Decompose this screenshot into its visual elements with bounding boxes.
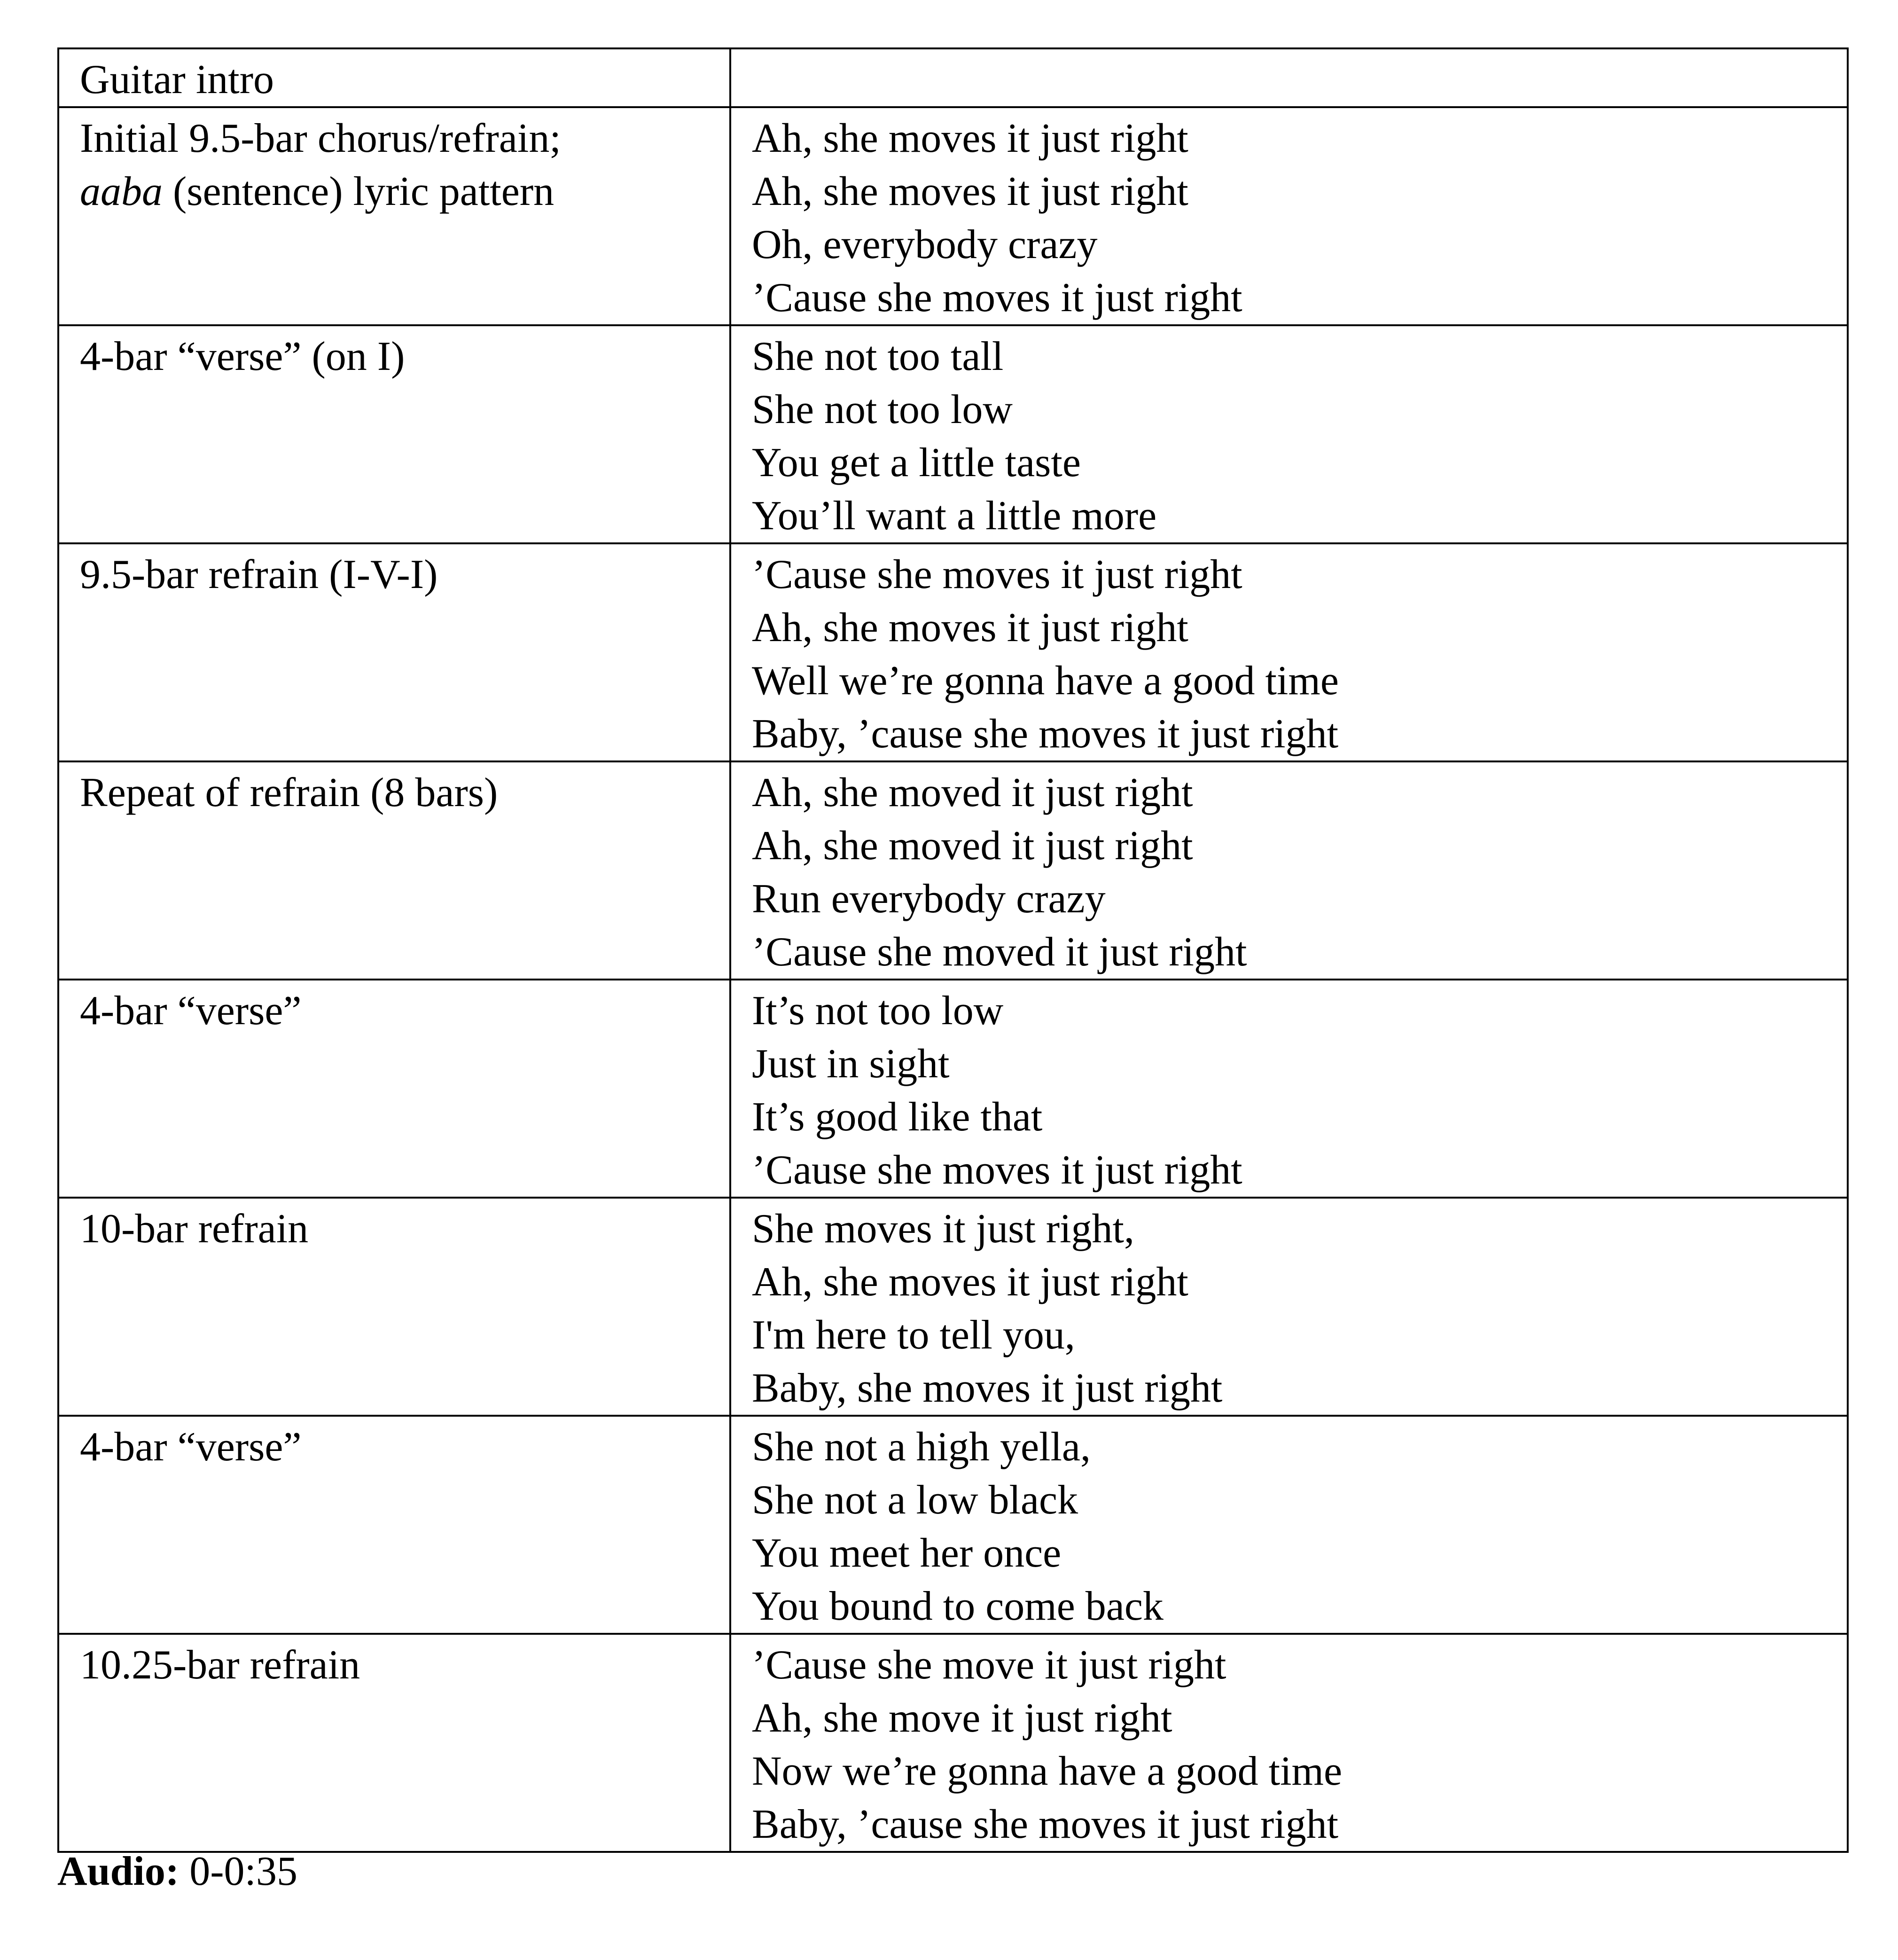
- lyrics-cell: [730, 761, 1848, 980]
- section-cell: [58, 107, 730, 325]
- lyric-line: She not a low black: [752, 1477, 1078, 1523]
- section-description-text: Initial 9.5-bar chorus/refrain;: [80, 116, 561, 161]
- lyrics-cell: [730, 48, 1848, 107]
- lyric-line: She moves it just right,: [752, 1206, 1134, 1252]
- lyrics-cell: [730, 1634, 1848, 1852]
- section-description-text: (sentence) lyric pattern: [163, 169, 555, 214]
- table-row: [58, 107, 1848, 325]
- table-row: [58, 1416, 1848, 1634]
- lyric-line: Ah, she moved it just right: [752, 823, 1193, 869]
- section-cell: [58, 1634, 730, 1852]
- lyric-line: Ah, she moves it just right: [752, 169, 1188, 214]
- section-description-line: 4-bar “verse”: [80, 1424, 302, 1470]
- lyric-line: You get a little taste: [752, 440, 1081, 486]
- lyric-line: Baby, ’cause she moves it just right: [752, 1802, 1339, 1847]
- lyric-line: She not a high yella,: [752, 1424, 1091, 1470]
- section-description-line: [80, 112, 709, 165]
- lyric-line: Oh, everybody crazy: [752, 222, 1098, 267]
- section-description-line: Guitar intro: [80, 57, 274, 102]
- section-description-line: 9.5-bar refrain (I-V-I): [80, 552, 438, 597]
- section-cell: [58, 325, 730, 543]
- song-form-table: [57, 47, 1849, 1853]
- lyric-line: You’ll want a little more: [752, 493, 1157, 539]
- table-row: [58, 48, 1848, 107]
- table-row: [58, 980, 1848, 1198]
- lyric-line: Now we’re gonna have a good time: [752, 1748, 1343, 1794]
- lyric-line: Ah, she moves it just right: [752, 1259, 1188, 1305]
- table-row: [58, 761, 1848, 980]
- lyric-line: ’Cause she moves it just right: [752, 552, 1242, 597]
- lyric-line: You meet her once: [752, 1530, 1062, 1576]
- section-cell: [58, 48, 730, 107]
- lyric-line: ’Cause she move it just right: [752, 1642, 1226, 1688]
- section-cell: [58, 980, 730, 1198]
- section-cell: [58, 1198, 730, 1416]
- lyric-line: Just in sight: [752, 1041, 950, 1087]
- lyric-line: Baby, ’cause she moves it just right: [752, 711, 1339, 757]
- section-description-line: 10-bar refrain: [80, 1206, 309, 1252]
- song-form-table-body: [58, 48, 1848, 1852]
- lyrics-cell: [730, 1198, 1848, 1416]
- audio-value: 0-0:35: [179, 1849, 297, 1894]
- lyric-line: ’Cause she moved it just right: [752, 929, 1247, 975]
- lyrics-cell: [730, 1416, 1848, 1634]
- lyric-line: I'm here to tell you,: [752, 1312, 1075, 1358]
- table-row: [58, 325, 1848, 543]
- lyric-line: Ah, she moved it just right: [752, 770, 1193, 815]
- lyric-line: Well we’re gonna have a good time: [752, 658, 1339, 704]
- lyric-line: Ah, she moves it just right: [752, 116, 1188, 161]
- lyric-line: It’s not too low: [752, 988, 1004, 1034]
- table-row: [58, 1634, 1848, 1852]
- table-row: [58, 1198, 1848, 1416]
- section-description-line: 4-bar “verse” (on I): [80, 334, 405, 379]
- lyric-line: You bound to come back: [752, 1584, 1164, 1629]
- lyric-line: She not too tall: [752, 334, 1004, 379]
- audio-timing: [57, 1845, 297, 1898]
- audio-label: Audio:: [57, 1849, 180, 1894]
- lyric-line: Baby, she moves it just right: [752, 1365, 1223, 1411]
- lyric-line: Ah, she move it just right: [752, 1695, 1172, 1741]
- table-row: [58, 543, 1848, 761]
- section-cell: [58, 543, 730, 761]
- lyric-line: Run everybody crazy: [752, 876, 1106, 922]
- lyrics-cell: [730, 980, 1848, 1198]
- lyric-line: It’s good like that: [752, 1094, 1043, 1140]
- lyric-line: ’Cause she moves it just right: [752, 275, 1242, 321]
- section-description-text: aaba: [80, 169, 163, 214]
- lyric-line: ’Cause she moves it just right: [752, 1147, 1242, 1193]
- section-description-line: 10.25-bar refrain: [80, 1642, 360, 1688]
- lyrics-cell: [730, 543, 1848, 761]
- lyric-line: She not too low: [752, 387, 1013, 432]
- section-description-line: [80, 165, 709, 218]
- section-cell: [58, 1416, 730, 1634]
- lyric-line: Ah, she moves it just right: [752, 605, 1188, 651]
- lyrics-cell: [730, 325, 1848, 543]
- section-description-line: 4-bar “verse”: [80, 988, 302, 1034]
- lyrics-cell: [730, 107, 1848, 325]
- section-description-line: Repeat of refrain (8 bars): [80, 770, 498, 815]
- section-cell: [58, 761, 730, 980]
